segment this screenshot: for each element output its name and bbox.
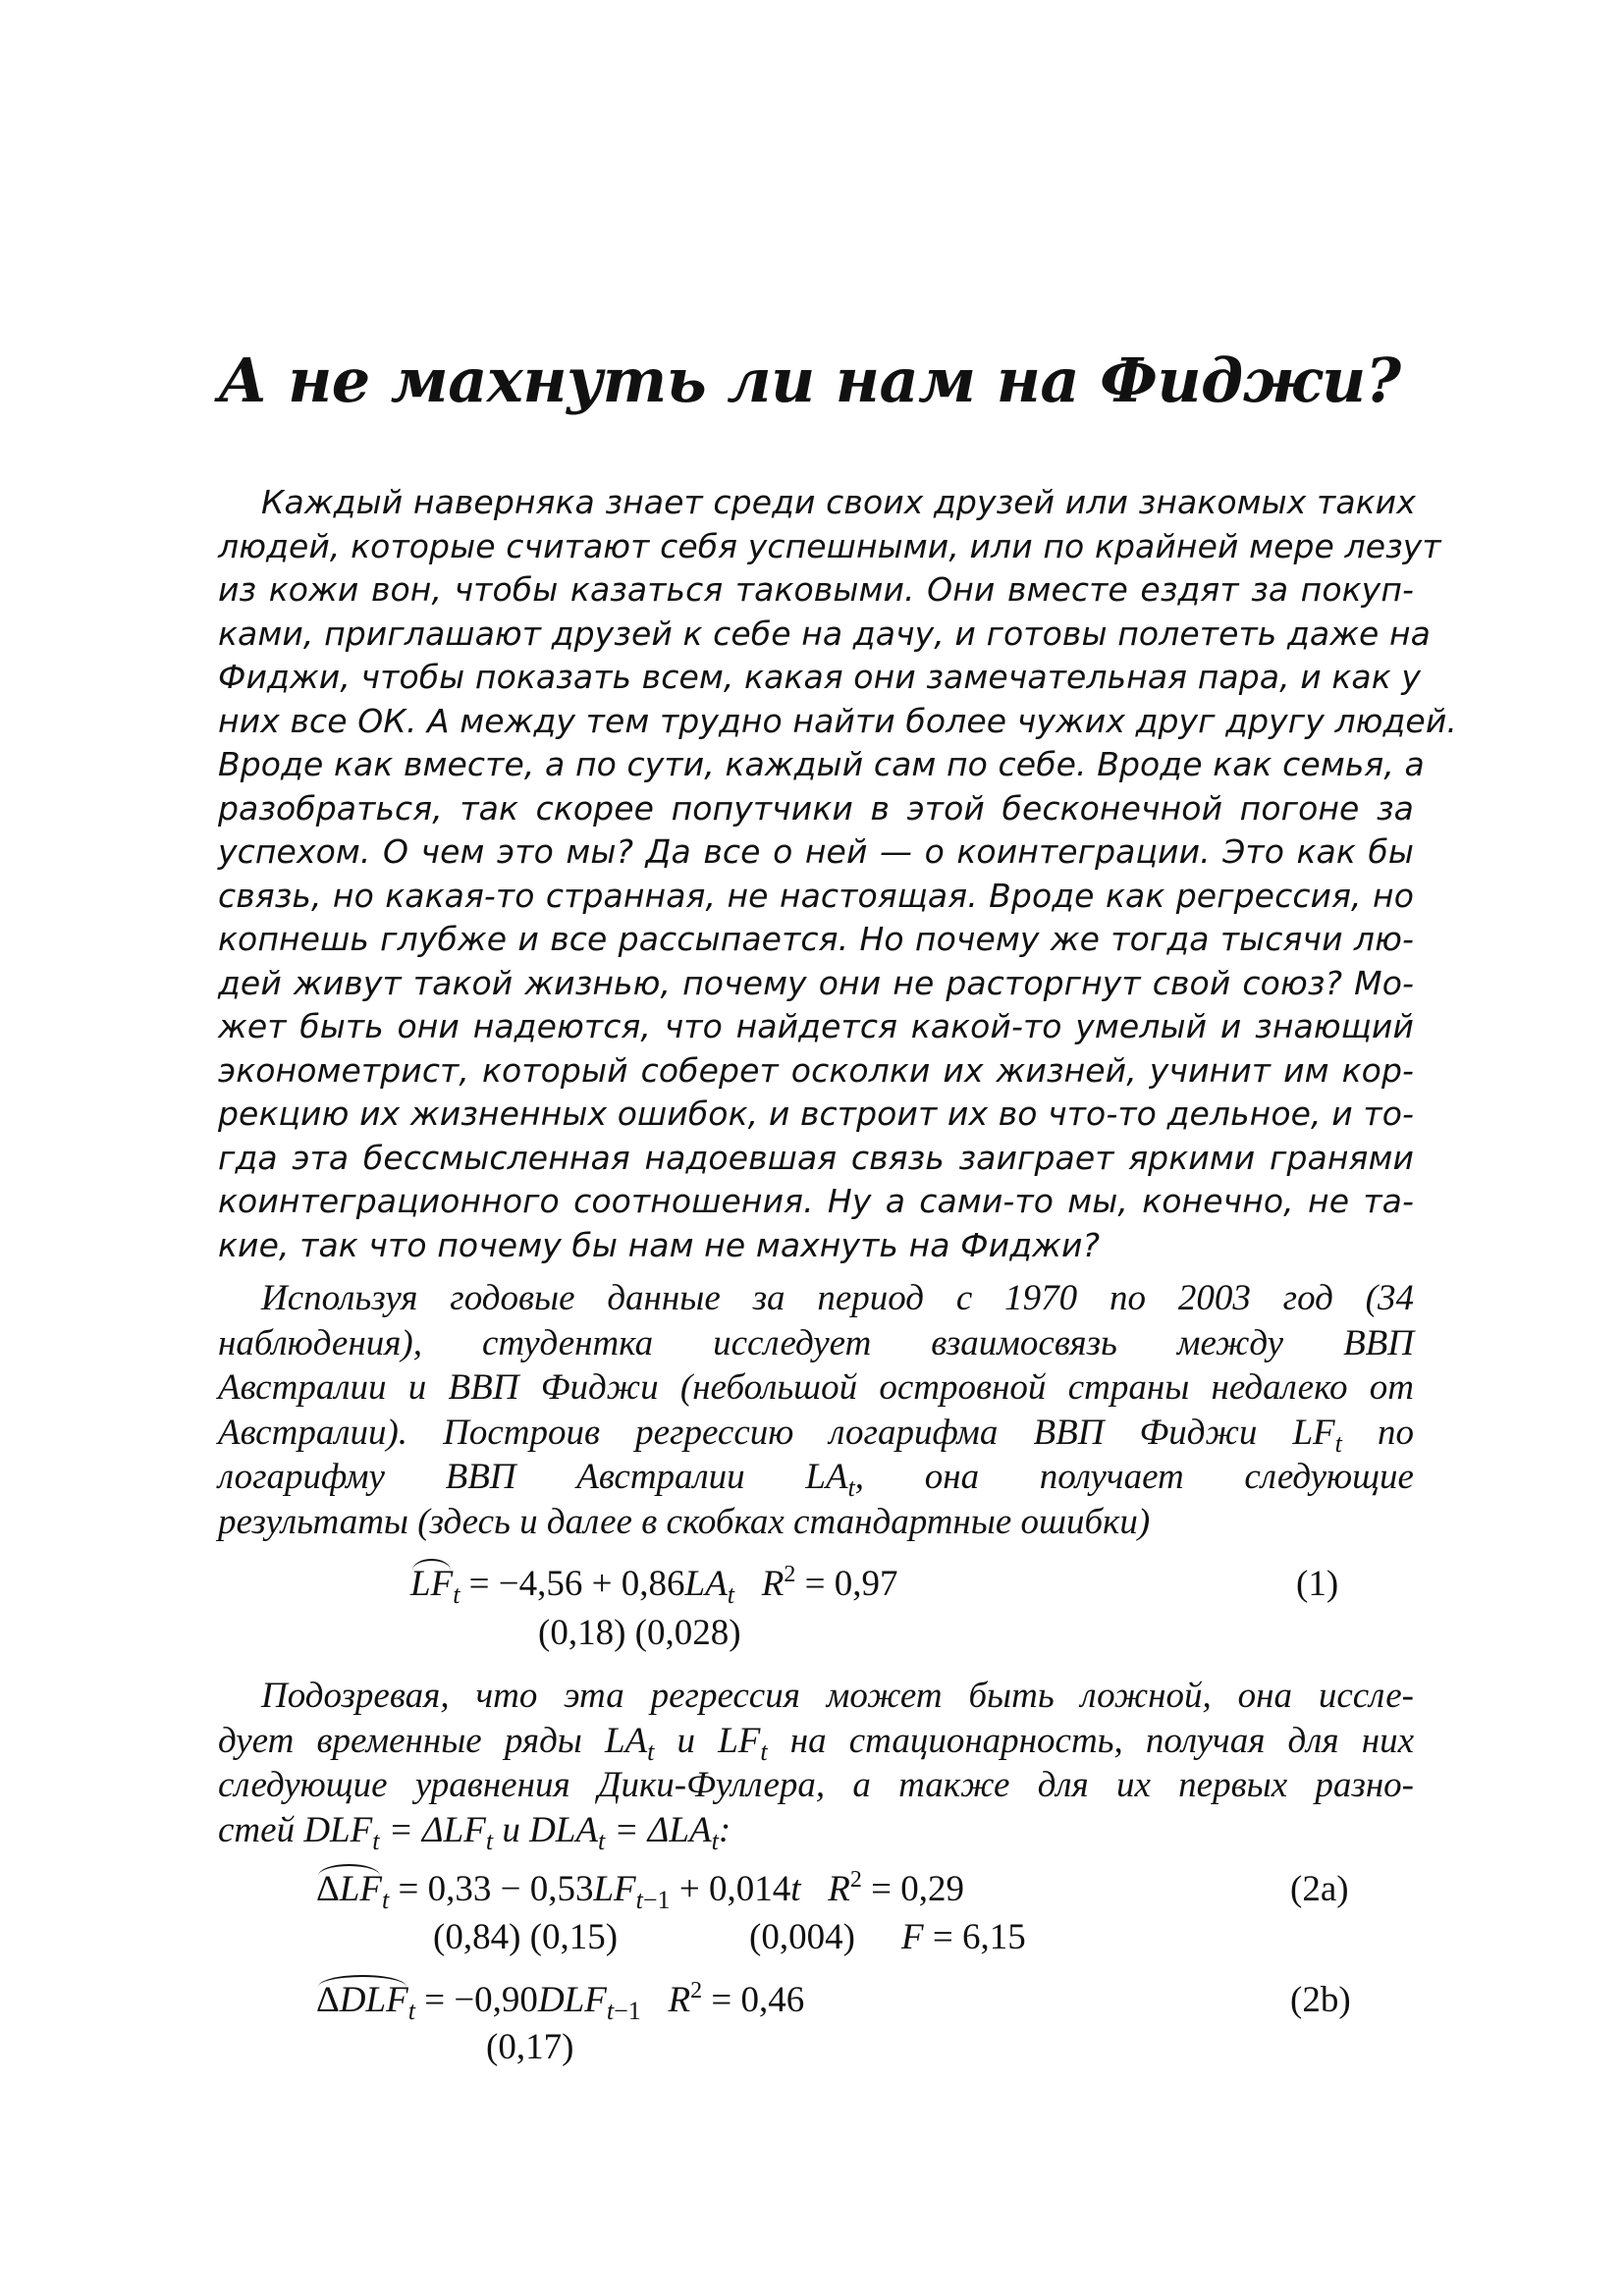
- eq2a-standard-error-t: (0,004): [749, 1917, 855, 1957]
- body-line: наблюдения), студентка исследует взаимосвязь между ВВП: [218, 1322, 1414, 1363]
- eq2a-f-value: 6,15: [961, 1917, 1026, 1957]
- intro-line: жет быть они надеются, что найдется какой-то умелый и знающий: [218, 1007, 1414, 1045]
- intro-line: кие, так что почему бы нам не махнуть на Фиджи?: [218, 1225, 1101, 1264]
- intro-line: эконометрист, который соберет осколки их жизней, учинит им кор-: [218, 1050, 1414, 1090]
- eq2a-standard-errors: (0,84) (0,15): [433, 1917, 619, 1957]
- intro-line: успехом. О чем это мы? Да все о ней — о коинтеграции. Это как бы: [218, 832, 1414, 871]
- eq1-standard-errors: (0,18) (0,028): [538, 1613, 741, 1653]
- intro-line: Каждый наверняка знает среди своих друзей или знакомых таких: [261, 483, 1416, 521]
- eq2a-number: (2a): [1290, 1869, 1349, 1909]
- problem-paragraph-1: [218, 1276, 1414, 1544]
- eq1-coef: 0,86: [621, 1564, 685, 1604]
- intro-line: разобраться, так скорее попутчики в этой бесконечной погоне за: [218, 788, 1414, 828]
- eq2a-const: 0,33: [427, 1869, 492, 1909]
- body-line: дует временные ряды $LA_t$ и $LF_t$ на стационарность, получая для них: [218, 1720, 1414, 1766]
- problem-paragraph-2: [218, 1674, 1414, 1855]
- eq2a-coef-lag: 0,53: [529, 1869, 594, 1909]
- eq1-const: −4,56: [498, 1564, 583, 1604]
- intro-line: Вроде как вместе, а по сути, каждый сам по себе. Вроде как семья, а: [218, 745, 1425, 783]
- eq2b-standard-error: (0,17): [486, 2027, 574, 2067]
- body-line: стей $DLF_t = \Delta LF_t$ и $DLA_t = \Delta LA_t$:: [218, 1809, 731, 1855]
- intro-line: связь, но какая-то странная, не настоящая. Вроде как регрессия, но: [218, 876, 1414, 915]
- body-line: Подозревая, что эта регрессия может быть ложной, она иссле-: [261, 1676, 1414, 1716]
- intro-paragraph: [218, 481, 1457, 1267]
- intro-line: копнешь глубже и все рассыпается. Но почему же тогда тысячи лю-: [218, 920, 1414, 958]
- intro-line: дей живут такой жизнью, почему они не расторгнут свой союз? Мо-: [218, 963, 1414, 1002]
- intro-line: Фиджи, чтобы показать всем, какая они замечательная пара, и как у: [218, 658, 1421, 696]
- body-line: Австралии). Построив регрессию логарифма ВВП Фиджи $LF_t$ по: [218, 1412, 1414, 1458]
- eq2b-r2: 0,46: [740, 1980, 805, 2020]
- eq2b-number: (2b): [1290, 1980, 1351, 2020]
- intro-line: из кожи вон, чтобы казаться таковыми. Они вместе ездят за покуп-: [218, 570, 1414, 609]
- eq1-r2: 0,97: [834, 1564, 898, 1604]
- body-line: следующие уравнения Дики-Фуллера, а также для их первых разно-: [218, 1765, 1414, 1805]
- intro-line: ками, приглашают друзей к себе на дачу, и готовы полететь даже на: [218, 614, 1432, 653]
- intro-line: людей, которые считают себя успешными, или по крайней мере лезут: [218, 526, 1441, 565]
- section-title: А не махнуть ли нам на Фиджи?: [218, 345, 1401, 416]
- intro-line: гда эта бессмысленная надоевшая связь заиграет яркими гранями: [218, 1138, 1414, 1177]
- intro-line: них все ОК. А между тем трудно найти более чужих друг другу людей.: [218, 701, 1457, 740]
- eq2a-f-stat: F = 6,15: [901, 1917, 1026, 1957]
- body-line: логарифму ВВП Австралии $LA_t$, она получает следующие: [218, 1457, 1414, 1502]
- intro-line: коинтеграционного соотношения. Ну а сами-то мы, конечно, не та-: [218, 1182, 1414, 1220]
- eq1-number: (1): [1296, 1564, 1339, 1604]
- equation-1: $LF_t = -4,56 + 0,86LA_t$ $R^2 = 0,97$: [410, 1562, 898, 1609]
- equation-2a: $\Delta LF_t = 0,33 - 0,53LF_{t-1} + 0,014t$ $R^2 = 0,29$: [316, 1867, 964, 1914]
- eq2b-coef: −0,90: [454, 1980, 538, 2020]
- body-line: Австралии и ВВП Фиджи (небольшой островной страны недалеко от: [218, 1367, 1414, 1408]
- equation-2b: $\Delta DLF_t = -0,90DLF_{t-1}$ $R^2 = 0,46$: [316, 1978, 805, 2025]
- eq2a-r2: 0,29: [900, 1869, 964, 1909]
- eq2a-coef-t: 0,014: [708, 1869, 791, 1909]
- body-line: результаты (здесь и далее в скобках стандартные ошибки): [218, 1501, 1151, 1542]
- intro-line: рекцию их жизненных ошибок, и встроит их во что-то дельное, и то-: [218, 1095, 1414, 1133]
- body-line: Используя годовые данные за период с 1970 по 2003 год (34: [261, 1278, 1414, 1318]
